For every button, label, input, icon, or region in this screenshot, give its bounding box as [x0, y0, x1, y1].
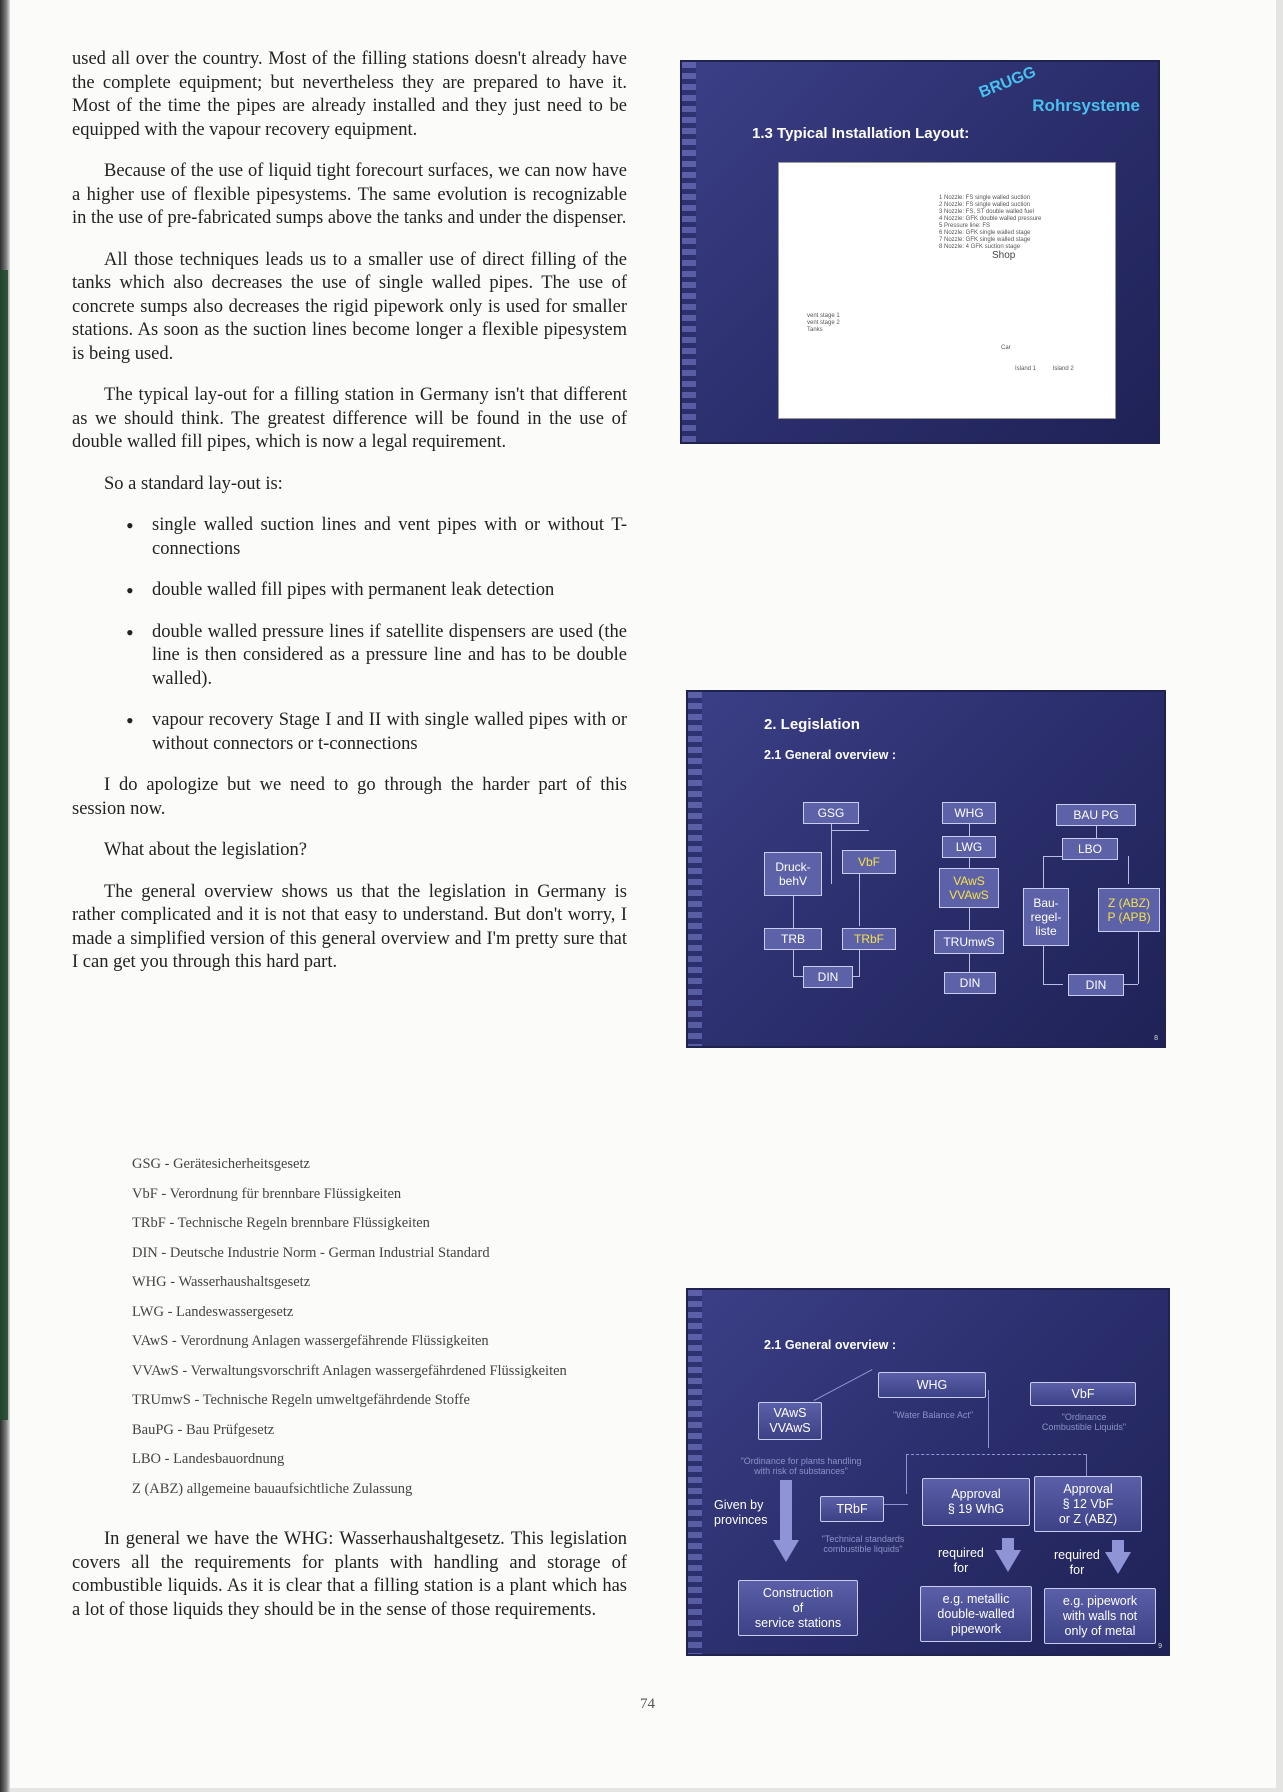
box-example-metallic: e.g. metallic double-walled pipework	[920, 1586, 1032, 1642]
box-bau-pg: BAU PG	[1056, 804, 1136, 826]
abbreviation-list	[72, 1150, 687, 1504]
box-whg: WHG	[878, 1372, 986, 1398]
down-arrow-icon	[1105, 1552, 1131, 1574]
text-column-upper	[72, 48, 627, 993]
box-example-nonmetal: e.g. pipework with walls not only of metal	[1044, 1588, 1156, 1644]
slide-subtitle: 2.1 General overview :	[764, 748, 897, 762]
abbreviation-item: TRUmwS - Technische Regeln umweltgefährdende Stoffe	[132, 1392, 470, 1408]
layout-bullet-list	[72, 514, 627, 756]
box-vaws: VAwS VVAwS	[758, 1402, 822, 1440]
box-vbf: VbF	[842, 850, 896, 874]
box-din-2: DIN	[944, 972, 996, 994]
paragraph-2: Because of the use of liquid tight forecourt surfaces, we can now have a higher use of flexible pipesystems. The same evolution is recognizable in the use of pre-fabricated sumps above the tanks and under the dispenser.	[72, 161, 627, 228]
abbreviation-item: LBO - Landesbauordnung	[132, 1451, 285, 1467]
vaws-translation: "Ordinance for plants handling with risk of substances"	[740, 1456, 862, 1476]
box-trbf: TRbF	[820, 1496, 884, 1522]
shop-label: Shop	[992, 250, 1016, 261]
box-construction: Construction of service stations	[738, 1580, 858, 1636]
trbf-translation: "Technical standards combustible liquids"	[821, 1534, 905, 1554]
paragraph-6: I do apologize but we need to go through the harder part of this session now.	[72, 775, 627, 819]
bullet-item: • vapour recovery Stage I and II with single walled pipes with or without connectors or t-connections	[72, 709, 627, 756]
box-vbf: VbF	[1030, 1382, 1136, 1406]
brugg-logo: BRUGG	[977, 63, 1039, 102]
box-lbo: LBO	[1062, 838, 1118, 860]
film-strip-decoration	[688, 1290, 702, 1654]
box-bauregelliste: Bau- regel- liste	[1023, 888, 1069, 946]
down-arrow-icon	[995, 1550, 1021, 1572]
slide-number: 8	[1154, 1035, 1158, 1042]
text-column-lower	[72, 1528, 627, 1640]
down-arrow-icon	[773, 1540, 799, 1562]
box-trumws: TRUmwS	[934, 930, 1004, 954]
slide-title: 2. Legislation	[764, 716, 860, 733]
box-whg: WHG	[942, 802, 996, 824]
box-trb: TRB	[764, 928, 822, 950]
slide-general-overview	[686, 1288, 1170, 1656]
slide-title: 1.3 Typical Installation Layout:	[752, 125, 970, 142]
required-for-label-2: required for	[1054, 1548, 1100, 1577]
slide-number: 9	[1158, 1643, 1162, 1650]
paragraph-3: All those techniques leads us to a smaller use of direct filling of the tanks which also decreases the use of single walled pipes. The use of concrete sumps also decreases the rigid pipework only is used for smaller stations. As soon as the suction lines become longer a flexible pipesystem is being used.	[72, 249, 627, 364]
box-approval-whg: Approval § 19 WhG	[922, 1478, 1030, 1526]
paragraph-1: used all over the country. Most of the filling stations doesn't already have the complete equipment; but nevertheless they are prepared to have it. Most of the time the pipes are already installed and they just need to be equipped with the vapour recovery equipment.	[72, 49, 627, 140]
box-din-3: DIN	[1068, 974, 1124, 996]
abbreviation-item: VAwS - Verordnung Anlagen wassergefährende Flüssigkeiten	[132, 1333, 489, 1349]
film-strip-decoration	[688, 692, 702, 1046]
abbreviation-item: BauPG - Bau Prüfgesetz	[132, 1421, 275, 1438]
drawing-legend: 1 Nozzle: FS single walled suction 2 Nozzle: FS single walled suction 3 Nozzle: FS, ST double walled fuel 4 Nozzle: GFK double walled pressure 5 Pressure line: FS 6 Nozzle: GFK single walled stage 7 Nozzle: GFK single walled stage 8 Nozzle: 4 GFK suction stage	[939, 195, 1042, 250]
vent-tank-label: vent stage 1 vent stage 2 Tanks	[807, 313, 840, 333]
bullet-item: • double walled fill pipes with permanent leak detection	[72, 579, 627, 603]
box-din-1: DIN	[803, 966, 853, 988]
abbreviation-item: TRbF - Technische Regeln brennbare Flüssigkeiten	[132, 1215, 430, 1231]
car-label: Car	[1001, 345, 1011, 351]
page-number: 74	[640, 1696, 655, 1712]
arrow-stem	[780, 1480, 792, 1542]
bullet-item: • double walled pressure lines if satellite dispensers are used (the line is then considered as a pressure line and has to be double walled).	[72, 621, 627, 692]
paragraph-9: In general we have the WHG: Wasserhaushaltgesetz. This legislation covers all the requirements for plants with handling and storage of combustible liquids. As it is clear that a filling station is a plant which has a lot of those liquids they should be in the sense of those requirements.	[72, 1529, 627, 1620]
paragraph-5: So a standard lay-out is:	[104, 473, 283, 494]
paragraph-7: What about the legislation?	[104, 840, 307, 860]
slide-legislation	[686, 690, 1166, 1048]
island-label: Island 1 Island 2	[1015, 366, 1074, 372]
required-for-label-1: required for	[938, 1546, 984, 1575]
box-druckbehv: Druck- behV	[764, 852, 822, 896]
box-lwg: LWG	[942, 836, 996, 858]
box-gsg: GSG	[803, 802, 859, 824]
whg-translation: "Water Balance Act"	[892, 1410, 974, 1420]
abbreviation-item: DIN - Deutsche Industrie Norm - German Industrial Standard	[132, 1244, 490, 1261]
paragraph-4: The typical lay-out for a filling station in Germany isn't that different as we should think. The greatest difference will be found in the use of double walled fill pipes, which is now a legal requirement.	[72, 385, 627, 452]
box-vaws: VAwS VVAwS	[939, 868, 999, 908]
bullet-item: • single walled suction lines and vent pipes with or without T-connections	[72, 514, 627, 561]
slide-subtitle: 2.1 General overview :	[764, 1338, 897, 1352]
slide-installation-layout	[680, 60, 1160, 444]
abbreviation-item: GSG - Gerätesicherheitsgesetz	[132, 1156, 310, 1172]
vbf-translation: "Ordinance Combustible Liquids"	[1041, 1412, 1127, 1432]
abbreviation-item: VbF - Verordnung für brennbare Flüssigkeiten	[132, 1185, 402, 1202]
rohrsysteme-logo-text: Rohrsysteme	[1032, 96, 1140, 115]
box-z-abz: Z (ABZ) P (APB)	[1098, 888, 1160, 932]
page-edge-strip	[0, 270, 8, 1420]
abbreviation-item: Z (ABZ) allgemeine bauaufsichtliche Zulassung	[132, 1480, 413, 1497]
given-by-provinces-label: Given by provinces	[714, 1498, 768, 1527]
film-strip-decoration	[682, 62, 696, 442]
box-trbf: TRbF	[842, 928, 896, 950]
abbreviation-item: LWG - Landeswassergesetz	[132, 1303, 294, 1320]
abbreviation-item: WHG - Wasserhaushaltsgesetz	[132, 1274, 311, 1290]
layout-drawing	[778, 162, 1116, 419]
abbreviation-item: VVAwS - Verwaltungsvorschrift Anlagen wassergefährdened Flüssigkeiten	[132, 1362, 567, 1379]
paragraph-8: The general overview shows us that the legislation in Germany is rather complicated and it is not that easy to understand. But don't worry, I made a simplified version of this general overview and I'm pretty sure that I can get you through this hard part.	[72, 881, 627, 972]
box-approval-vbf: Approval § 12 VbF or Z (ABZ)	[1034, 1476, 1142, 1532]
